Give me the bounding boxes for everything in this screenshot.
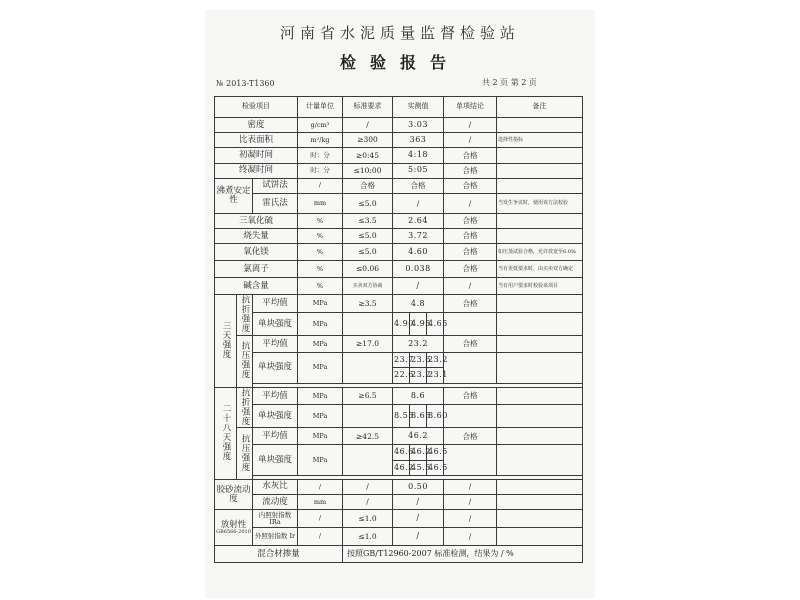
row-requirement: ≤0.06	[343, 261, 393, 278]
single-value: 46.5	[427, 445, 444, 460]
row-result: 合格	[444, 261, 497, 278]
row-note	[497, 229, 583, 244]
row-value: 363	[393, 133, 444, 148]
row-unit: m²/kg	[298, 133, 343, 148]
single-value: 45.5	[410, 460, 427, 475]
row-value: /	[393, 193, 444, 213]
single-value: 8.60	[427, 405, 444, 428]
table-row	[215, 193, 583, 213]
row-item: 比表面积	[215, 133, 298, 148]
row-requirement: ≤5.0	[343, 244, 393, 261]
row-value: /	[393, 528, 444, 546]
row-requirement: /	[343, 495, 393, 510]
row-note	[497, 295, 583, 313]
col-header-unit: 计量单位	[298, 97, 343, 118]
single-value: 46.2	[410, 445, 427, 460]
strength3d-group-label: 三天强度	[215, 295, 237, 387]
single-value: 4.65	[427, 313, 444, 336]
org-title: 河南省水泥质量监督检验站	[279, 24, 520, 42]
row-note: 当有更低要求时，由买卖双方确定	[497, 261, 583, 278]
col-header-conclusion: 单项结论	[444, 97, 497, 118]
table-row	[215, 313, 583, 336]
row-value: 4:18	[393, 148, 444, 163]
table-row	[215, 445, 583, 460]
single-value: 46.6	[393, 445, 410, 460]
row-result	[444, 445, 497, 475]
row-result: 合格	[444, 229, 497, 244]
row-requirement: ≥3.5	[343, 295, 393, 313]
row-note	[497, 313, 583, 336]
single-value: 23.2	[427, 353, 444, 368]
single-value: 8.65	[410, 405, 427, 428]
row-result: /	[444, 510, 497, 528]
row-item: 氯离子	[215, 261, 298, 278]
row-unit: /	[298, 178, 343, 193]
row-value: /	[393, 510, 444, 528]
row-value: 23.2	[393, 336, 444, 353]
single-value: 23.7	[393, 353, 410, 368]
row-requirement: 合格	[343, 178, 393, 193]
row-requirement	[343, 405, 393, 428]
table-row	[215, 244, 583, 261]
row-unit: /	[298, 479, 343, 494]
row-value: 合格	[393, 178, 444, 193]
row-item: 水灰比	[253, 479, 298, 494]
table-row	[215, 229, 583, 244]
row-result: 合格	[444, 163, 497, 178]
row-result	[444, 313, 497, 336]
row-result: /	[444, 278, 497, 295]
row-item: 试饼法	[253, 178, 298, 193]
row-unit: MPa	[298, 405, 343, 428]
row-unit: MPa	[298, 353, 343, 383]
table-row	[215, 336, 583, 353]
row-note	[497, 336, 583, 353]
row-unit: MPa	[298, 428, 343, 445]
strength28d-group-label: 二十八天强度	[215, 387, 237, 479]
row-note	[497, 428, 583, 445]
col-header-measured: 实测值	[393, 97, 444, 118]
row-unit: /	[298, 528, 343, 546]
row-item: 外照射指数 Ir	[253, 528, 298, 546]
table-row	[215, 510, 583, 528]
row-note	[497, 163, 583, 178]
admixture-text: 按照GB/T12960-2007 标准检测，结果为 / %	[343, 546, 583, 563]
table-row	[215, 405, 583, 428]
row-value: 0.50	[393, 479, 444, 494]
table-row	[215, 278, 583, 295]
single-value: 23.6	[410, 353, 427, 368]
col-header-item: 检验项目	[215, 97, 298, 118]
radio-group-label	[215, 510, 253, 546]
report-title: 检验报告	[339, 53, 460, 72]
row-requirement: ≤5.0	[343, 229, 393, 244]
row-item: 流动度	[253, 495, 298, 510]
single-value: 4.90	[393, 313, 410, 336]
row-requirement: ≤10:00	[343, 163, 393, 178]
row-item: 平均值	[253, 336, 298, 353]
report-number: № 2013-T1360	[216, 79, 275, 88]
row-result: 合格	[444, 244, 497, 261]
row-unit: 时：分	[298, 148, 343, 163]
row-unit: g/cm³	[298, 118, 343, 133]
row-result: 合格	[444, 387, 497, 405]
row-item: 单块强度	[253, 405, 298, 428]
mortar-group-label: 胶砂流动度	[215, 479, 253, 509]
row-item: 单块强度	[253, 313, 298, 336]
row-unit: %	[298, 213, 343, 228]
row-requirement: ≥42.5	[343, 428, 393, 445]
row-unit: MPa	[298, 336, 343, 353]
row-note	[497, 387, 583, 405]
row-unit: 时：分	[298, 163, 343, 178]
row-result	[444, 353, 497, 383]
row-item: 平均值	[253, 295, 298, 313]
row-unit: MPa	[298, 387, 343, 405]
row-result: 合格	[444, 213, 497, 228]
row-requirement: ≥17.0	[343, 336, 393, 353]
row-item: 内照射指数 IRa	[253, 510, 298, 528]
row-value: 4.8	[393, 295, 444, 313]
row-unit: MPa	[298, 445, 343, 475]
row-note	[497, 405, 583, 428]
report-table	[214, 96, 583, 563]
row-note	[497, 178, 583, 193]
row-requirement: ≥300	[343, 133, 393, 148]
table-row	[215, 495, 583, 510]
single-value: 4.95	[410, 313, 427, 336]
row-value: 3.03	[393, 118, 444, 133]
row-requirement: ≤1.0	[343, 510, 393, 528]
row-unit: %	[298, 244, 343, 261]
row-note: 如压蒸试验合格，允许放宽至6.0%	[497, 244, 583, 261]
row-requirement: ≤5.0	[343, 193, 393, 213]
row-item: 平均值	[253, 428, 298, 445]
radio-group-standard: GB6566-2010	[216, 528, 251, 535]
row-requirement	[343, 445, 393, 475]
single-value: 23.2	[410, 368, 427, 383]
row-result: /	[444, 495, 497, 510]
row-unit: MPa	[298, 313, 343, 336]
row-result: 合格	[444, 336, 497, 353]
row-value: 8.6	[393, 387, 444, 405]
row-result: 合格	[444, 148, 497, 163]
row-note	[497, 213, 583, 228]
admixture-label: 混合材掺量	[215, 546, 343, 563]
radio-group-title: 放射性	[220, 519, 247, 530]
row-requirement: ≤1.0	[343, 528, 393, 546]
row-note	[497, 528, 583, 546]
single-value: 46.2	[393, 460, 410, 475]
table-row	[215, 546, 583, 563]
row-value: 0.038	[393, 261, 444, 278]
row-result: /	[444, 479, 497, 494]
table-row	[215, 178, 583, 193]
single-value: 46.5	[427, 460, 444, 475]
row-unit: mm	[298, 193, 343, 213]
row-value: 46.2	[393, 428, 444, 445]
table-row	[215, 261, 583, 278]
row-note	[497, 118, 583, 133]
table-header-row	[215, 97, 583, 118]
row-note	[497, 479, 583, 494]
row-result: 合格	[444, 295, 497, 313]
row-item: 平均值	[253, 387, 298, 405]
row-result: 合格	[444, 428, 497, 445]
row-item: 雷氏法	[253, 193, 298, 213]
row-unit: %	[298, 278, 343, 295]
row-item: 氧化镁	[215, 244, 298, 261]
page-indicator: 共 2 页 第 2 页	[482, 78, 537, 87]
row-item: 终凝时间	[215, 163, 298, 178]
row-result	[444, 405, 497, 428]
row-note: 当发生争议时，使用该方法校验	[497, 193, 583, 213]
row-requirement: /	[343, 479, 393, 494]
table-row	[215, 148, 583, 163]
row-item: 初凝时间	[215, 148, 298, 163]
row-note	[497, 148, 583, 163]
table-row	[215, 528, 583, 546]
row-item: 密度	[215, 118, 298, 133]
row-value: 3.72	[393, 229, 444, 244]
table-row	[215, 428, 583, 445]
row-item: 单块强度	[253, 353, 298, 383]
soundness-group-label: 沸煮安定性	[215, 178, 253, 213]
single-value: 22.6	[393, 368, 410, 383]
row-requirement: ≥6.5	[343, 387, 393, 405]
strength3d-flex-label: 抗折强度	[237, 295, 253, 336]
row-note	[497, 353, 583, 383]
strength3d-comp-label: 抗压强度	[237, 336, 253, 387]
row-result: /	[444, 133, 497, 148]
row-value: 5:05	[393, 163, 444, 178]
table-row	[215, 133, 583, 148]
table-row	[215, 118, 583, 133]
col-header-requirement: 标准要求	[343, 97, 393, 118]
strength28d-comp-label: 抗压强度	[237, 428, 253, 479]
table-row	[215, 353, 583, 368]
single-value: 8.55	[393, 405, 410, 428]
table-row	[215, 213, 583, 228]
row-item: 碱含量	[215, 278, 298, 295]
row-value: /	[393, 278, 444, 295]
row-result: 合格	[444, 178, 497, 193]
row-note	[497, 495, 583, 510]
row-item: 单块强度	[253, 445, 298, 475]
row-value: 4.60	[393, 244, 444, 261]
row-note: 当有用户要求时校验该项目	[497, 278, 583, 295]
row-requirement: /	[343, 118, 393, 133]
table-row	[215, 295, 583, 313]
row-note: 选择性指标	[497, 133, 583, 148]
row-note	[497, 510, 583, 528]
strength28d-flex-label: 抗折强度	[237, 387, 253, 428]
row-requirement: 买卖双方协商	[343, 278, 393, 295]
col-header-remarks: 备注	[497, 97, 583, 118]
row-value: /	[393, 495, 444, 510]
single-value: 23.1	[427, 368, 444, 383]
row-result: /	[444, 528, 497, 546]
row-result: /	[444, 118, 497, 133]
row-item: 烧失量	[215, 229, 298, 244]
row-unit: MPa	[298, 295, 343, 313]
row-unit: /	[298, 510, 343, 528]
row-value: 2.64	[393, 213, 444, 228]
row-note	[497, 445, 583, 475]
row-requirement	[343, 353, 393, 383]
row-result: /	[444, 193, 497, 213]
row-unit: mm	[298, 495, 343, 510]
table-row	[215, 479, 583, 494]
row-requirement	[343, 313, 393, 336]
table-row	[215, 163, 583, 178]
row-item: 三氧化硫	[215, 213, 298, 228]
row-unit: %	[298, 261, 343, 278]
row-requirement: ≥0:45	[343, 148, 393, 163]
row-requirement: ≤3.5	[343, 213, 393, 228]
row-unit: %	[298, 229, 343, 244]
table-row	[215, 387, 583, 405]
